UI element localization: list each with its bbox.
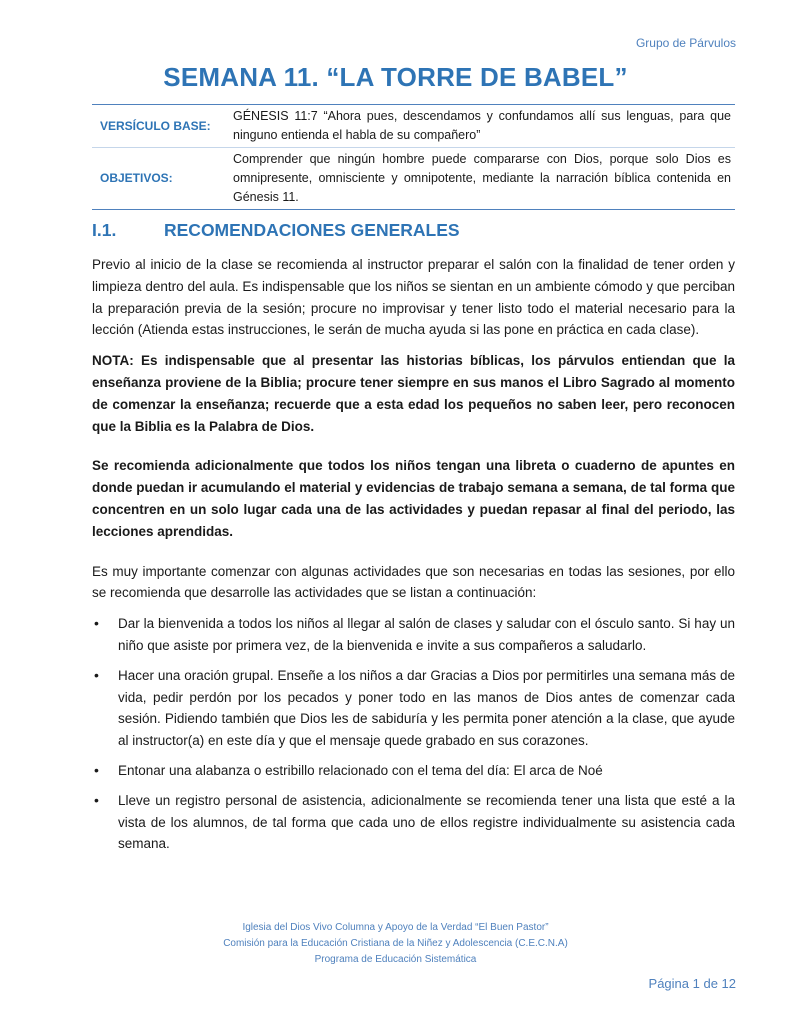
versiculo-label: VERSÍCULO BASE: [100,118,211,133]
objetivos-text: Comprender que ningún hombre puede compararse con Dios, porque solo Dios es omnipresente, omnisciente y omnipotente, mediante la narración bíblica contenida en Génesis 11. [225,148,735,210]
activities-list [92,613,735,855]
running-header: Grupo de Párvulos [635,36,736,50]
lesson-meta-table [92,104,735,210]
main-content [92,254,735,863]
list-item-text: Dar la bienvenida a todos los niños al llegar al salón de clases y saludar con el ósculo santo. Si hay un niño que asiste por primera vez, de la bienvenida e invite a sus compañeros a saludarlo. [118,616,735,653]
objetivos-row [92,148,735,210]
list-item-text: Lleve un registro personal de asistencia, adicionalmente se recomienda tener una lista que esté a la vista de los alumnos, de tal forma que cada uno de ellos registre individualmente su asistencia cada semana. [118,792,735,852]
paragraph-intro: Previo al inicio de la clase se recomienda al instructor preparar el salón con la finalidad de tener orden y limpieza dentro del aula. Es indispensable que los niños se sientan en un ambiente cómodo y que perciban la preparación previa de la sesión; procure no improvisar y tener listo todo el material necesario para la lección (Atienda estas instrucciones, le serán de mucha ayuda si las pone en práctica en cada clase). [92,257,735,338]
nota-label: NOTA: [92,353,134,369]
list-item [92,790,735,855]
page-number: Página 1 de 12 [648,976,736,991]
paragraph-libreta: Se recomienda adicionalmente que todos los niños tengan una libreta o cuaderno de apuntes en donde puedan ir acumulando el material y evidencias de trabajo semana a semana, de tal forma que concentren en un solo lugar cada una de las actividades y puedan repasar al final del periodo, las lecciones aprendidas. [92,458,735,539]
bullet-icon: • [94,791,99,808]
bullet-icon: • [94,761,99,778]
page-title: SEMANA 11. “LA TORRE DE BABEL” [163,62,628,92]
paragraph-nota [92,350,735,437]
section-title-text: RECOMENDACIONES GENERALES [164,220,460,240]
bullet-icon: • [94,666,99,683]
bullet-icon: • [94,615,99,632]
section-number: I.1. [92,220,117,240]
list-item [92,665,735,752]
footer-line-program: Programa de Educación Sistemática [314,954,477,965]
paragraph-actividades: Es muy importante comenzar con algunas actividades que son necesarias en todas las sesiones, por ello se recomienda que desarrolle las actividades que se listan a continuación: [92,563,735,601]
footer-line-church: Iglesia del Dios Vivo Columna y Apoyo de la Verdad “El Buen Pastor” [242,922,549,933]
list-item-text: Entonar una alabanza o estribillo relacionado con el tema del día: El arca de Noé [118,762,603,778]
nota-text: Es indispensable que al presentar las historias bíblicas, los párvulos entiendan que la enseñanza proviene de la Biblia; procure tener siempre en sus manos el Libro Sagrado al momento de comenzar la enseñanza; recuerde que a esta edad los pequeños no saben leer, pero reconocen que la Biblia es la Palabra de Dios. [92,353,735,434]
versiculo-row [92,105,735,148]
section-heading [92,220,460,241]
list-item-text: Hacer una oración grupal. Enseñe a los niños a dar Gracias a Dios por permitirles una semana más de vida, pedir perdón por los pecados y poner todo en las manos de Dios antes de comenzar cada sesión. Pidiendo también que Dios les de sabiduría y les permita poner atención a la clase, que ayude al instructor(a) en este día y que el mensaje quede grabado en sus corazones. [118,667,735,749]
versiculo-text: GÉNESIS 11:7 “Ahora pues, descendamos y confundamos allí sus lenguas, para que ninguno entienda el habla de su compañero” [233,109,731,142]
objetivos-label: OBJETIVOS: [92,148,225,210]
page-footer [0,920,791,968]
list-item [92,760,735,782]
list-item [92,613,735,657]
footer-line-commission: Comisión para la Educación Cristiana de la Niñez y Adolescencia (C.E.C.N.A) [223,938,568,949]
